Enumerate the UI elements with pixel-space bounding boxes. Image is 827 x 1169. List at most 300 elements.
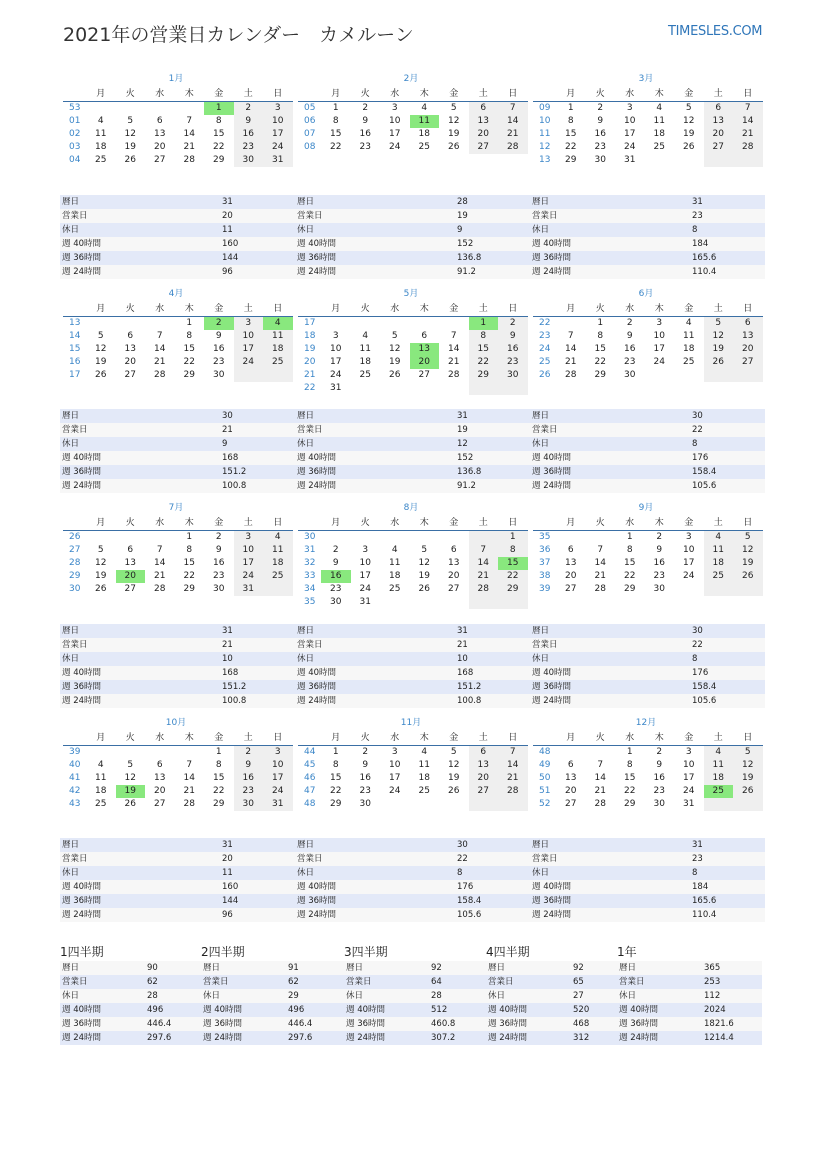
day-cell: 6 xyxy=(567,760,574,770)
day-cell: 5 xyxy=(450,747,457,757)
weekday-header: 月 xyxy=(321,517,351,531)
day-cell: 28 xyxy=(448,370,460,380)
week-number: 14 xyxy=(69,331,81,341)
stats-row xyxy=(344,961,489,975)
stat-value: 176 xyxy=(457,882,474,892)
day-cell: 23 xyxy=(213,357,225,367)
day-cell: 26 xyxy=(704,356,734,369)
stat-label: 週 24時間 xyxy=(62,696,102,706)
stat-label: 休日 xyxy=(619,991,637,1001)
stats-row xyxy=(295,652,530,666)
month-stats-table xyxy=(60,838,295,922)
weekday-header: 土 xyxy=(234,517,264,531)
day-cell: 25 xyxy=(263,356,293,369)
day-cell: 1 xyxy=(626,747,633,757)
stat-label: 週 40時間 xyxy=(297,239,337,249)
day-cell: 4 xyxy=(97,760,104,770)
day-cell: 25 xyxy=(359,370,371,380)
day-cell: 3 xyxy=(332,331,339,341)
empty-day-cell xyxy=(380,531,410,544)
stat-label: 週 40時間 xyxy=(532,882,572,892)
day-cell: 25 xyxy=(95,155,107,165)
stat-value: 11 xyxy=(222,225,233,235)
stats-row xyxy=(295,479,530,493)
day-cell: 6 xyxy=(450,545,457,555)
stat-label: 営業日 xyxy=(297,854,323,864)
day-cell: 23 xyxy=(330,584,342,594)
month-grid xyxy=(533,303,759,382)
stat-value: 31 xyxy=(222,197,233,207)
empty-day-cell xyxy=(86,531,116,544)
weekday-header: 土 xyxy=(234,88,264,102)
stats-row xyxy=(295,638,530,652)
day-cell: 3 xyxy=(234,531,264,544)
day-cell: 28 xyxy=(183,155,195,165)
empty-day-cell xyxy=(439,382,469,395)
stat-label: 週 24時間 xyxy=(532,696,572,706)
weekday-header: 木 xyxy=(410,303,440,317)
stat-value: 28 xyxy=(457,197,468,207)
stat-label: 週 24時間 xyxy=(532,481,572,491)
day-cell: 21 xyxy=(469,570,499,583)
weekday-header: 木 xyxy=(645,732,675,746)
day-cell: 9 xyxy=(215,331,222,341)
stat-value: 10 xyxy=(222,654,233,664)
month-calendar xyxy=(63,73,289,167)
stat-value: 460.8 xyxy=(431,1019,456,1029)
day-cell: 14 xyxy=(448,344,460,354)
day-cell: 17 xyxy=(389,129,401,139)
day-cell: 10 xyxy=(234,544,264,557)
empty-day-cell xyxy=(351,531,381,544)
stats-row xyxy=(530,880,765,894)
stats-row xyxy=(60,838,295,852)
weekday-header: 土 xyxy=(704,517,734,531)
month-calendar xyxy=(298,288,524,395)
stats-row xyxy=(530,251,765,265)
holiday-day-cell: 2 xyxy=(204,317,234,330)
stat-label: 週 24時間 xyxy=(488,1033,528,1043)
week-number: 07 xyxy=(304,129,316,139)
quarter-block xyxy=(201,944,346,1045)
weekday-header: 金 xyxy=(674,732,704,746)
day-cell: 22 xyxy=(469,356,499,369)
stat-value: 151.2 xyxy=(457,682,482,692)
empty-day-cell xyxy=(145,531,175,544)
day-cell: 29 xyxy=(624,799,636,809)
stats-row xyxy=(295,409,530,423)
stats-row xyxy=(295,251,530,265)
empty-day-cell xyxy=(145,746,175,759)
weekday-header: 火 xyxy=(351,88,381,102)
empty-day-cell xyxy=(469,798,499,811)
stat-label: 営業日 xyxy=(532,854,558,864)
empty-day-cell xyxy=(410,531,440,544)
weekday-header: 水 xyxy=(615,732,645,746)
week-number: 13 xyxy=(69,318,81,328)
stat-value: 9 xyxy=(222,439,228,449)
stat-value: 31 xyxy=(692,840,703,850)
day-cell: 5 xyxy=(733,746,763,759)
month-name: 4月 xyxy=(168,289,184,299)
week-number: 23 xyxy=(539,331,551,341)
empty-day-cell xyxy=(175,102,205,115)
stats-row xyxy=(486,989,631,1003)
stats-row xyxy=(60,223,295,237)
day-cell: 21 xyxy=(183,786,195,796)
week-number: 50 xyxy=(539,773,551,783)
day-cell: 31 xyxy=(683,799,695,809)
week-number: 48 xyxy=(539,747,551,757)
empty-day-cell xyxy=(556,531,586,544)
day-cell: 19 xyxy=(448,129,460,139)
stat-label: 暦日 xyxy=(297,626,315,636)
stat-label: 営業日 xyxy=(488,977,514,987)
stat-value: 31 xyxy=(222,626,233,636)
day-cell: 27 xyxy=(448,584,460,594)
stat-value: 96 xyxy=(222,267,233,277)
week-number: 42 xyxy=(69,786,81,796)
day-cell: 28 xyxy=(183,799,195,809)
stats-row xyxy=(295,223,530,237)
stat-label: 週 40時間 xyxy=(62,668,102,678)
week-number: 34 xyxy=(304,584,316,594)
stat-label: 営業日 xyxy=(619,977,645,987)
empty-day-cell xyxy=(498,596,528,609)
week-number-header xyxy=(533,303,556,317)
day-cell: 13 xyxy=(124,344,136,354)
month-grid xyxy=(298,88,524,154)
day-cell: 4 xyxy=(421,747,428,757)
weekday-header: 土 xyxy=(234,303,264,317)
week-number: 17 xyxy=(304,318,316,328)
month-calendar xyxy=(533,73,759,167)
day-cell: 17 xyxy=(653,344,665,354)
day-cell: 11 xyxy=(263,330,293,343)
month-grid xyxy=(298,303,524,395)
stats-row xyxy=(295,694,530,708)
day-cell: 29 xyxy=(330,799,342,809)
month-name: 12月 xyxy=(635,718,657,728)
day-cell: 19 xyxy=(733,772,763,785)
day-cell: 19 xyxy=(124,142,136,152)
day-cell: 12 xyxy=(124,129,136,139)
empty-day-cell xyxy=(439,596,469,609)
day-cell: 31 xyxy=(624,155,636,165)
weekday-header: 月 xyxy=(321,732,351,746)
weekday-header: 火 xyxy=(586,732,616,746)
day-cell: 3 xyxy=(626,103,633,113)
weekday-header: 木 xyxy=(645,88,675,102)
month-name: 3月 xyxy=(638,74,654,84)
stats-row xyxy=(201,975,346,989)
stat-label: 週 36時間 xyxy=(532,253,572,263)
week-number: 04 xyxy=(69,155,81,165)
day-cell: 17 xyxy=(624,129,636,139)
day-cell: 10 xyxy=(624,116,636,126)
month-calendar xyxy=(533,502,759,596)
day-cell: 23 xyxy=(653,786,665,796)
weekday-header: 水 xyxy=(380,517,410,531)
day-cell: 13 xyxy=(448,558,460,568)
stat-label: 休日 xyxy=(297,225,315,235)
day-cell: 16 xyxy=(359,129,371,139)
day-cell: 8 xyxy=(186,331,193,341)
day-cell: 29 xyxy=(565,155,577,165)
stats-row xyxy=(295,908,530,922)
day-cell: 27 xyxy=(469,785,499,798)
stat-value: 158.4 xyxy=(457,896,482,906)
weekday-header: 日 xyxy=(733,732,763,746)
day-cell: 30 xyxy=(624,370,636,380)
stats-row xyxy=(201,1031,346,1045)
day-cell: 17 xyxy=(234,343,264,356)
day-cell: 8 xyxy=(469,330,499,343)
day-cell: 11 xyxy=(95,773,107,783)
stats-row xyxy=(530,479,765,493)
week-number: 08 xyxy=(304,142,316,152)
stat-label: 週 36時間 xyxy=(532,682,572,692)
empty-day-cell xyxy=(704,583,734,596)
month-grid xyxy=(63,88,289,167)
stat-value: 31 xyxy=(692,197,703,207)
day-cell: 20 xyxy=(733,343,763,356)
weekday-header: 日 xyxy=(733,88,763,102)
stat-value: 496 xyxy=(147,1005,164,1015)
day-cell: 30 xyxy=(330,597,342,607)
stats-row xyxy=(295,465,530,479)
day-cell: 25 xyxy=(95,799,107,809)
day-cell: 2 xyxy=(332,545,339,555)
empty-day-cell xyxy=(116,531,146,544)
stats-row xyxy=(201,1003,346,1017)
week-number-header xyxy=(298,517,321,531)
week-number: 46 xyxy=(304,773,316,783)
stat-label: 休日 xyxy=(532,868,550,878)
weekday-header: 木 xyxy=(175,88,205,102)
day-cell: 18 xyxy=(418,129,430,139)
stat-value: 144 xyxy=(222,896,239,906)
quarter-title: 1四半期 xyxy=(60,945,104,959)
weekday-header: 金 xyxy=(674,303,704,317)
empty-day-cell xyxy=(145,102,175,115)
stat-value: 12 xyxy=(457,439,468,449)
stats-row xyxy=(60,638,295,652)
week-number: 52 xyxy=(539,799,551,809)
empty-day-cell xyxy=(469,531,499,544)
week-number-header xyxy=(533,517,556,531)
stat-value: 19 xyxy=(457,425,468,435)
day-cell: 19 xyxy=(733,557,763,570)
stat-label: 週 36時間 xyxy=(203,1019,243,1029)
week-number-header xyxy=(298,303,321,317)
day-cell: 19 xyxy=(95,357,107,367)
stat-label: 暦日 xyxy=(203,963,221,973)
stat-label: 週 40時間 xyxy=(346,1005,386,1015)
day-cell: 2 xyxy=(234,102,264,115)
day-cell: 8 xyxy=(215,760,222,770)
day-cell: 1 xyxy=(332,103,339,113)
holiday-day-cell: 11 xyxy=(410,115,440,128)
stat-label: 週 36時間 xyxy=(62,467,102,477)
day-cell: 16 xyxy=(653,773,665,783)
day-cell: 24 xyxy=(330,370,342,380)
week-number: 35 xyxy=(304,597,316,607)
day-cell: 3 xyxy=(391,103,398,113)
day-cell: 12 xyxy=(95,558,107,568)
page-title: 2021年の営業日カレンダー カメルーン xyxy=(63,24,414,46)
stats-row xyxy=(617,975,762,989)
stat-label: 暦日 xyxy=(297,411,315,421)
stat-value: 165.6 xyxy=(692,896,717,906)
day-cell: 14 xyxy=(154,344,166,354)
stat-value: 92 xyxy=(431,963,442,973)
stats-row xyxy=(295,195,530,209)
stat-value: 9 xyxy=(457,225,463,235)
day-cell: 25 xyxy=(704,570,734,583)
stat-value: 100.8 xyxy=(457,696,482,706)
day-cell: 12 xyxy=(448,116,460,126)
day-cell: 22 xyxy=(565,142,577,152)
month-calendar xyxy=(63,502,289,596)
day-cell: 21 xyxy=(448,357,460,367)
day-cell: 7 xyxy=(450,331,457,341)
month-stats-table xyxy=(295,409,530,493)
stat-label: 営業日 xyxy=(62,211,88,221)
stat-label: 営業日 xyxy=(62,854,88,864)
day-cell: 3 xyxy=(234,317,264,330)
stat-label: 週 24時間 xyxy=(203,1033,243,1043)
stats-row xyxy=(60,1017,205,1031)
day-cell: 10 xyxy=(683,545,695,555)
week-number: 49 xyxy=(539,760,551,770)
stat-value: 184 xyxy=(692,239,709,249)
day-cell: 5 xyxy=(127,116,134,126)
day-cell: 14 xyxy=(594,773,606,783)
day-cell: 4 xyxy=(263,531,293,544)
day-cell: 4 xyxy=(685,318,692,328)
day-cell: 15 xyxy=(330,129,342,139)
day-cell: 18 xyxy=(263,343,293,356)
day-cell: 2 xyxy=(656,747,663,757)
day-cell: 7 xyxy=(469,544,499,557)
empty-day-cell xyxy=(586,531,616,544)
weekday-header: 土 xyxy=(469,517,499,531)
day-cell: 9 xyxy=(215,545,222,555)
day-cell: 2 xyxy=(234,746,264,759)
day-cell: 1 xyxy=(498,531,528,544)
day-cell: 11 xyxy=(704,544,734,557)
stat-label: 週 40時間 xyxy=(297,882,337,892)
weekday-header: 水 xyxy=(380,88,410,102)
weekday-header: 日 xyxy=(263,517,293,531)
stat-label: 週 24時間 xyxy=(62,481,102,491)
day-cell: 15 xyxy=(469,343,499,356)
stats-row xyxy=(60,652,295,666)
stat-label: 暦日 xyxy=(346,963,364,973)
stat-value: 520 xyxy=(573,1005,590,1015)
stat-label: 週 24時間 xyxy=(532,267,572,277)
day-cell: 13 xyxy=(154,773,166,783)
stat-label: 営業日 xyxy=(62,640,88,650)
stats-row xyxy=(530,223,765,237)
day-cell: 30 xyxy=(213,370,225,380)
day-cell: 21 xyxy=(183,142,195,152)
empty-day-cell xyxy=(175,746,205,759)
day-cell: 28 xyxy=(154,584,166,594)
stat-value: 168 xyxy=(222,668,239,678)
month-calendar xyxy=(63,717,289,811)
empty-day-cell xyxy=(410,798,440,811)
month-grid xyxy=(298,517,524,609)
weekday-header: 金 xyxy=(439,88,469,102)
stat-label: 週 40時間 xyxy=(532,453,572,463)
day-cell: 16 xyxy=(359,773,371,783)
day-cell: 18 xyxy=(418,773,430,783)
day-cell: 1 xyxy=(567,103,574,113)
day-cell: 7 xyxy=(567,331,574,341)
stat-label: 暦日 xyxy=(297,197,315,207)
day-cell: 22 xyxy=(183,571,195,581)
day-cell: 4 xyxy=(97,116,104,126)
day-cell: 6 xyxy=(469,102,499,115)
day-cell: 13 xyxy=(469,759,499,772)
weekday-header: 月 xyxy=(86,88,116,102)
stats-row xyxy=(344,975,489,989)
empty-day-cell xyxy=(674,583,704,596)
stat-value: 151.2 xyxy=(222,682,247,692)
day-cell: 15 xyxy=(330,773,342,783)
weekday-header: 金 xyxy=(204,88,234,102)
day-cell: 5 xyxy=(450,103,457,113)
day-cell: 18 xyxy=(95,786,107,796)
month-name: 10月 xyxy=(165,718,187,728)
week-number: 10 xyxy=(539,116,551,126)
stat-value: 8 xyxy=(457,868,463,878)
week-number: 01 xyxy=(69,116,81,126)
day-cell: 11 xyxy=(653,116,665,126)
empty-day-cell xyxy=(469,382,499,395)
day-cell: 12 xyxy=(389,344,401,354)
day-cell: 28 xyxy=(469,583,499,596)
day-cell: 6 xyxy=(127,331,134,341)
stat-label: 週 36時間 xyxy=(62,1019,102,1029)
week-number: 29 xyxy=(69,571,81,581)
day-cell: 24 xyxy=(389,786,401,796)
stats-row xyxy=(530,680,765,694)
brand-logo[interactable]: TIMESLES.COM xyxy=(668,24,763,39)
weekday-header: 土 xyxy=(704,88,734,102)
stats-row xyxy=(295,880,530,894)
stats-row xyxy=(60,680,295,694)
day-cell: 21 xyxy=(565,357,577,367)
day-cell: 24 xyxy=(624,142,636,152)
day-cell: 25 xyxy=(683,357,695,367)
stats-row xyxy=(486,1003,631,1017)
stat-label: 暦日 xyxy=(619,963,637,973)
day-cell: 22 xyxy=(330,142,342,152)
empty-day-cell xyxy=(704,154,734,167)
stat-value: 160 xyxy=(222,239,239,249)
stat-value: 19 xyxy=(457,211,468,221)
day-cell: 15 xyxy=(624,773,636,783)
day-cell: 17 xyxy=(683,558,695,568)
weekday-header: 水 xyxy=(145,88,175,102)
day-cell: 10 xyxy=(653,331,665,341)
stat-label: 営業日 xyxy=(203,977,229,987)
stat-value: 105.6 xyxy=(457,910,482,920)
weekday-header: 水 xyxy=(615,517,645,531)
